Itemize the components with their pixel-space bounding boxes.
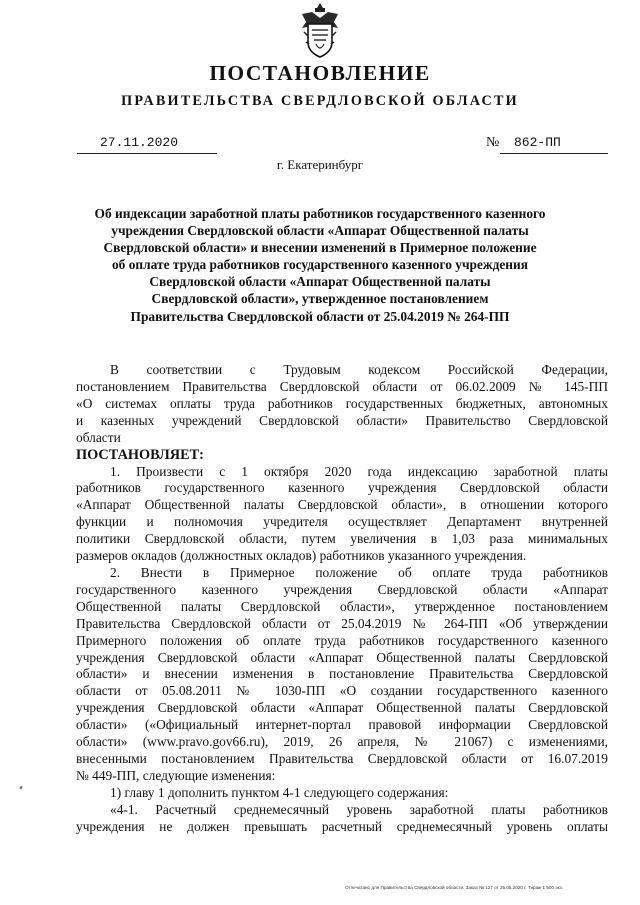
body-line: 1. Произвести с 1 октября 2020 года индексацию заработной платы xyxy=(110,463,608,479)
body-line: «Аппарат Общественной палаты Свердловской области», в отношении которого xyxy=(76,497,608,513)
scan-speck xyxy=(19,786,22,790)
item-2-paragraph xyxy=(76,565,608,785)
document-body xyxy=(76,362,608,835)
body-line: и казенных учреждений Свердловской области» Правительство Свердловской xyxy=(76,412,608,428)
preamble-paragraph xyxy=(76,362,608,447)
item-1-paragraph xyxy=(76,464,608,565)
heading-line: Свердловской области», утвержденное постановлением xyxy=(151,291,489,307)
body-line: работников государственного казенного учреждения Свердловской области xyxy=(76,480,608,496)
subitem-1-paragraph xyxy=(76,785,608,802)
body-line: учреждения Свердловской области «Аппарат Общественной палаты Свердловской xyxy=(76,700,608,716)
body-line: Примерного положения об оплате труда работников государственного казенного xyxy=(76,632,608,648)
body-line: 2. Внести в Примерное положение об оплате труда работников xyxy=(110,564,608,580)
document-number: 862-ПП xyxy=(514,135,561,150)
coat-of-arms-emblem xyxy=(298,2,342,60)
heading-line: Правительства Свердловской области от 25.04.2019 № 264-ПП xyxy=(130,308,510,324)
body-line: учреждения Свердловской области «Аппарат Общественной палаты Свердловской xyxy=(76,649,608,665)
body-line: области» и внесении изменения в постановление Правительства Свердловской xyxy=(76,666,608,682)
body-line: государственного казенного учреждения Свердловской области «Аппарат xyxy=(76,581,608,597)
body-line: области» («Официальный интернет-портал правовой информации Свердловской xyxy=(76,717,608,733)
body-line: размеров окладов (должностных окладов) работников указанного учреждения. xyxy=(76,548,527,564)
body-line: внесенными постановлением Правительства Свердловской области от 16.07.2019 xyxy=(76,750,608,766)
heading-line: об оплате труда работников государственного казенного учреждения xyxy=(111,257,528,273)
body-line: № 449-ПП, следующие изменения: xyxy=(76,767,276,783)
print-footer-note: Отпечатано для Правительства Свердловской области. Заказ № 127 от 25.05.2020 г. Тираж 1 500 экз. xyxy=(345,885,564,890)
document-date: 27.11.2020 xyxy=(100,135,179,150)
heading-line: Свердловской области» и внесении изменений в Примерное положение xyxy=(103,240,537,256)
body-line: учреждения не должен превышать расчетный среднемесячный уровень оплаты xyxy=(76,818,608,834)
document-heading xyxy=(60,205,580,325)
heading-line: Об индексации заработной платы работников государственного казенного xyxy=(94,206,546,221)
body-line: «4-1. Расчетный среднемесячный уровень заработной платы работников xyxy=(110,801,608,817)
body-line: области xyxy=(76,429,121,445)
body-line: политики Свердловской области, путем увеличения в 1,03 раза минимальных xyxy=(76,531,608,547)
document-title: ПОСТАНОВЛЕНИЕ xyxy=(209,61,431,85)
quote-paragraph xyxy=(76,802,608,836)
body-line: постановлением Правительства Свердловской области от 06.02.2009 № 145-ПП xyxy=(76,378,608,394)
body-line: «О системах оплаты труда работников государственных бюджетных, автономных xyxy=(76,395,608,411)
body-line: Правительства Свердловской области от 25.04.2019 № 264-ПП «Об утверждении xyxy=(76,615,608,631)
city: г. Екатеринбург xyxy=(276,157,364,172)
body-line: области» (www.pravo.gov66.ru), 2019, 26 апреля, № 21067) с изменениями, xyxy=(76,734,608,750)
body-line: функции и полномочия учредителя осуществляет Департамент внутренней xyxy=(76,514,608,530)
body-line: 1) главу 1 дополнить пунктом 4-1 следующего содержания: xyxy=(110,784,449,800)
number-label: № xyxy=(486,135,500,150)
body-line: Общественной палаты Свердловской области», утвержденное постановлением xyxy=(76,598,608,614)
body-line: В соответствии с Трудовым кодексом Российской Федерации, xyxy=(110,362,608,377)
document-subtitle: ПРАВИТЕЛЬСТВА СВЕРДЛОВСКОЙ ОБЛАСТИ xyxy=(121,93,519,109)
heading-line: учреждения Свердловской области «Аппарат Общественной палаты xyxy=(111,223,529,239)
body-line: области от 05.08.2011 № 1030-ПП «О создании государственного казенного xyxy=(76,683,608,699)
decree-word: ПОСТАНОВЛЯЕТ: xyxy=(76,446,204,463)
heading-line: Свердловской области «Аппарат Общественной палаты xyxy=(149,274,491,290)
